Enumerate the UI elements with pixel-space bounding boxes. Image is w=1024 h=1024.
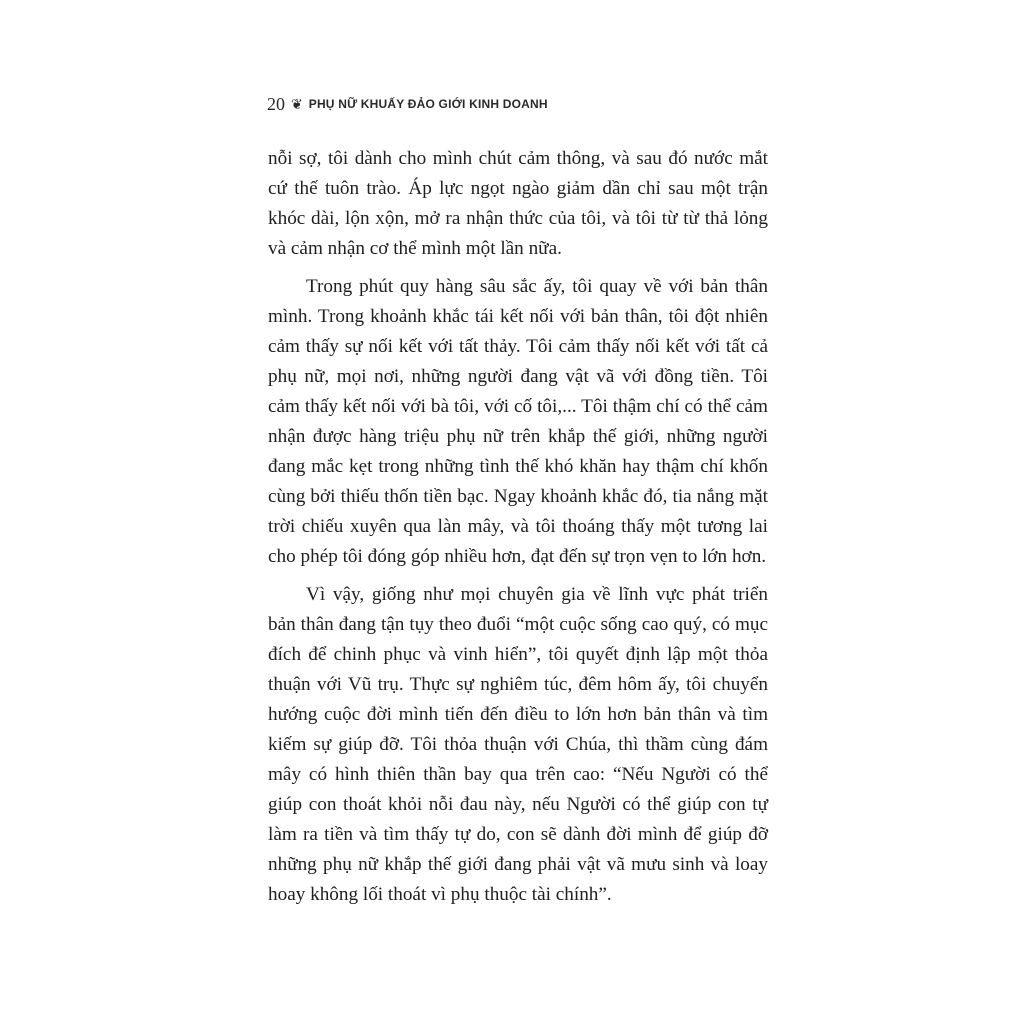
book-title: PHỤ NỮ KHUẤY ĐẢO GIỚI KINH DOANH — [308, 97, 548, 111]
paragraph-3: Vì vậy, giống như mọi chuyên gia về lĩnh vực phát triển bản thân đang tận tụy theo đuổi “một cuộc sống cao quý, có mục đích để chinh phục và vinh hiển”, tôi quyết định lập một thỏa thuận với Vũ trụ. Thực sự nghiêm túc, đêm hôm ấy, tôi chuyển hướng cuộc đời mình tiến đến điều to lớn hơn bản thân và tìm kiếm sự giúp đỡ. Tôi thỏa thuận với Chúa, thì thầm cùng đám mây có hình thiên thần bay qua trên cao: “Nếu Người có thể giúp con thoát khỏi nỗi đau này, nếu Người có thể giúp con tự làm ra tiền và tìm thấy tự do, con sẽ dành đời mình để giúp đỡ những phụ nữ khắp thế giới đang phải vật vã mưu sinh và loay hoay không lối thoát vì phụ thuộc tài chính”. — [268, 584, 768, 905]
body-text — [268, 144, 768, 910]
paragraph-1: nỗi sợ, tôi dành cho mình chút cảm thông, và sau đó nước mắt cứ thế tuôn trào. Áp lực ngọt ngào giảm dần chỉ sau một trận khóc dài, lộn xộn, mở ra nhận thức của tôi, và tôi từ từ thả lỏng và cảm nhận cơ thể mình một lần nữa. — [268, 148, 768, 259]
paragraph-2: Trong phút quy hàng sâu sắc ấy, tôi quay về với bản thân mình. Trong khoảnh khắc tái kết nối với bản thân, tôi đột nhiên cảm thấy sự nối kết với tất thảy. Tôi cảm thấy nối kết với tất cả phụ nữ, mọi nơi, những người đang vật vã với đồng tiền. Tôi cảm thấy kết nối với bà tôi, với cố tôi,... Tôi thậm chí có thể cảm nhận được hàng triệu phụ nữ trên khắp thế giới, những người đang mắc kẹt trong những tình thế khó khăn hay thậm chí khốn cùng bởi thiếu thốn tiền bạc. Ngay khoảnh khắc đó, tia nắng mặt trời chiếu xuyên qua làn mây, và tôi thoáng thấy một tương lai cho phép tôi đóng góp nhiều hơn, đạt đến sự trọn vẹn to lớn hơn. — [268, 276, 768, 567]
ornament-icon: ❦ — [291, 97, 303, 113]
running-header — [267, 92, 548, 116]
page-number: 20 — [267, 93, 285, 114]
